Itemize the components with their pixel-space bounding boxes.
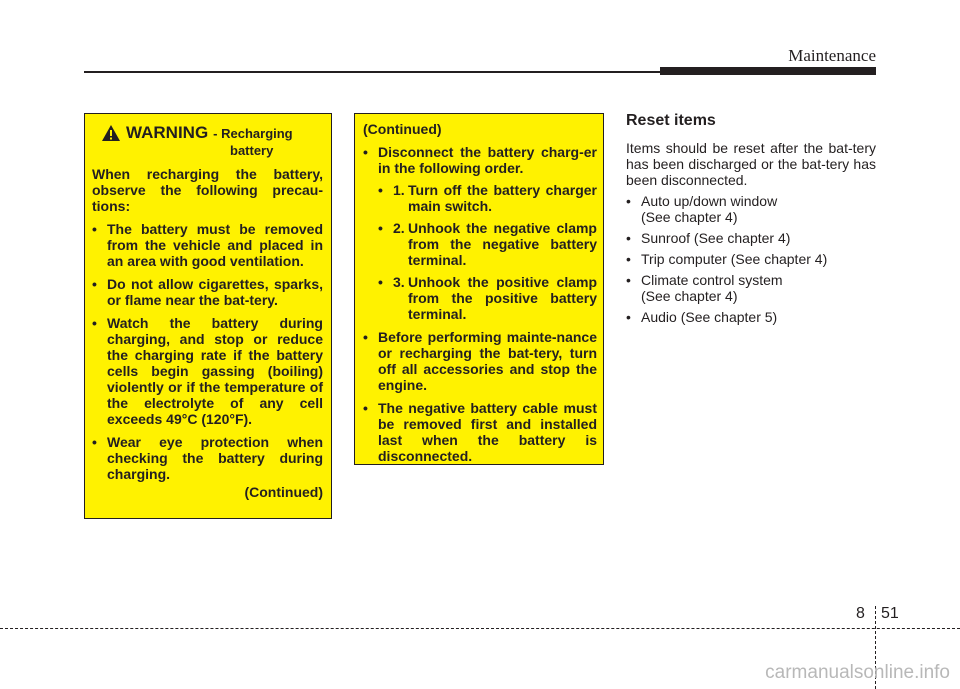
disconnect-steps — [378, 182, 597, 322]
continued-list — [363, 144, 597, 464]
reset-list — [626, 193, 876, 325]
continued-label: (Continued) — [363, 121, 442, 137]
reset-item-line2: (See chapter 4) — [641, 288, 738, 304]
warning-continued-label: (Continued) — [244, 484, 323, 500]
step-item — [378, 182, 597, 214]
warning-item: • Wear eye protection when checking the battery during charging. — [92, 434, 323, 482]
warning-box — [84, 113, 332, 519]
warning-item: • Do not allow cigarettes, sparks, or flame near the bat-tery. — [92, 276, 323, 308]
warning-heading — [102, 123, 323, 143]
reset-intro: Items should be reset after the bat-tery has been discharged or the bat-tery has been disconnected. — [626, 140, 876, 188]
warning-intro: When recharging the battery, observe the following precau-tions: — [92, 166, 323, 214]
reset-item-line1: Auto up/down window — [641, 193, 778, 209]
header-rule-thick — [660, 67, 876, 75]
continued-item-text: Disconnect the battery charg-er in the following order. — [378, 144, 597, 176]
step-number: • 3. — [393, 274, 405, 290]
reset-item — [626, 230, 876, 246]
step-item — [378, 220, 597, 268]
step-text: Unhook the positive clamp from the positive battery terminal. — [408, 274, 597, 322]
reset-item — [626, 272, 876, 304]
warning-triangle-icon — [102, 125, 120, 141]
reset-item-line1: Trip computer (See chapter 4) — [641, 251, 828, 267]
warning-list — [92, 221, 323, 482]
watermark: carmanualsonline.info — [765, 662, 950, 683]
header-rule-thin — [84, 71, 664, 73]
step-text: Unhook the negative clamp from the negative battery terminal. — [408, 220, 597, 268]
step-number: • 2. — [393, 220, 405, 236]
warning-word: WARNING — [126, 123, 209, 142]
warning-subheading-line2: battery — [230, 143, 274, 158]
continued-item: • Before performing mainte-nance or recharging the bat-tery, turn off all accessories and stop the engine. — [363, 329, 597, 393]
step-text: Turn off the battery charger main switch. — [408, 182, 597, 214]
continued-item: • The negative battery cable must be removed first and installed last when the battery is disconnected. — [363, 400, 597, 464]
section-title: Maintenance — [788, 46, 876, 65]
step-number: • 1. — [393, 182, 405, 198]
reset-items-section — [626, 112, 876, 325]
reset-item — [626, 251, 876, 267]
reset-item — [626, 193, 876, 225]
reset-item-line1: Sunroof (See chapter 4) — [641, 230, 791, 246]
warning-subheading: - Recharging — [213, 126, 293, 141]
reset-items-title: Reset items — [626, 112, 716, 129]
footer-divider — [0, 628, 960, 629]
continued-warning-box — [354, 113, 604, 465]
continued-item — [363, 144, 597, 322]
reset-item-line1: Audio (See chapter 5) — [641, 309, 778, 325]
reset-item-line1: Climate control system — [641, 272, 783, 288]
warning-item: • The battery must be removed from the vehicle and placed in an area with good ventilation. — [92, 221, 323, 269]
reset-item-line2: (See chapter 4) — [641, 209, 738, 225]
step-item — [378, 274, 597, 322]
chapter-number: 8 — [856, 605, 865, 622]
reset-item — [626, 309, 876, 325]
page-number: 51 — [881, 605, 899, 622]
warning-item: • Watch the battery during charging, and stop or reduce the charging rate if the battery cells begin gassing (boiling) violently or if the temperature of the electrolyte of any cell exceeds 49°C (120°F). — [92, 315, 323, 427]
